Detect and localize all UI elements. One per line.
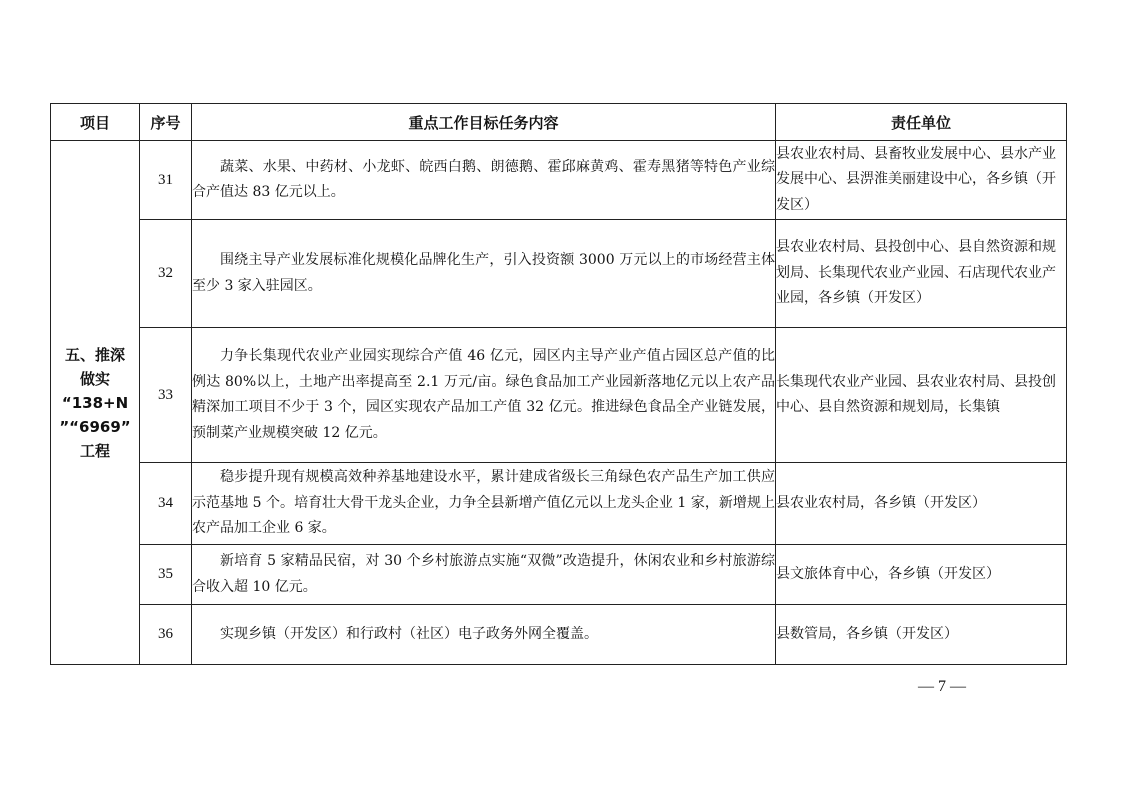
row-task: 蔬菜、水果、中药材、小龙虾、皖西白鹅、朗德鹅、霍邱麻黄鸡、霍寿黑猪等特色产业综合产值达 83 亿元以上。	[192, 141, 776, 220]
row-task: 新培育 5 家精品民宿，对 30 个乡村旅游点实施“双微”改造提升，休闲农业和乡村旅游综合收入超 10 亿元。	[192, 545, 776, 605]
table-row	[51, 328, 1067, 463]
header-unit: 责任单位	[776, 104, 1067, 141]
row-task: 稳步提升现有规模高效种养基地建设水平，累计建成省级长三角绿色农产品生产加工供应示范基地 5 个。培育壮大骨干龙头企业，力争全县新增产值亿元以上龙头企业 1 家，新增规上农产品加工企业 6 家。	[192, 463, 776, 545]
row-unit: 县农业农村局、县投创中心、县自然资源和规划局、长集现代农业产业园、石店现代农业产业园，各乡镇（开发区）	[776, 220, 1067, 328]
page-number: — 7 —	[918, 678, 966, 695]
category-line: 五、推深	[64, 345, 125, 364]
table-row	[51, 141, 1067, 220]
row-task: 围绕主导产业发展标准化规模化品牌化生产，引入投资额 3000 万元以上的市场经营主体至少 3 家入驻园区。	[192, 220, 776, 328]
row-task: 力争长集现代农业产业园实现综合产值 46 亿元，园区内主导产业产值占园区总产值的比例达 80%以上，土地产出率提高至 2.1 万元/亩。绿色食品加工产业园新落地亿元以上农产品精深加工项目不少于 3 个，园区实现农产品加工产值 32 亿元。推进绿色食品全产业链发展，预制菜产业规模突破 12 亿元。	[192, 328, 776, 463]
row-task: 实现乡镇（开发区）和行政村（社区）电子政务外网全覆盖。	[192, 605, 776, 665]
header-seq: 序号	[140, 104, 192, 141]
row-unit: 县农业农村局、县畜牧业发展中心、县水产业发展中心、县淠淮美丽建设中心，各乡镇（开发区）	[776, 141, 1067, 220]
row-unit: 县数管局，各乡镇（开发区）	[776, 605, 1067, 665]
table-row	[51, 220, 1067, 328]
row-unit: 县文旅体育中心，各乡镇（开发区）	[776, 545, 1067, 605]
header-row	[51, 104, 1067, 141]
row-seq: 33	[140, 328, 192, 463]
row-seq: 31	[140, 141, 192, 220]
category-line: “138+N	[61, 393, 129, 412]
task-table	[50, 103, 1067, 665]
header-task: 重点工作目标任务内容	[192, 104, 776, 141]
category-line: 做实	[79, 369, 110, 388]
row-unit: 长集现代农业产业园、县农业农村局、县投创中心、县自然资源和规划局，长集镇	[776, 328, 1067, 463]
table-row	[51, 463, 1067, 545]
row-seq: 32	[140, 220, 192, 328]
row-seq: 36	[140, 605, 192, 665]
header-project: 项目	[51, 104, 140, 141]
row-seq: 34	[140, 463, 192, 545]
row-unit: 县农业农村局，各乡镇（开发区）	[776, 463, 1067, 545]
row-seq: 35	[140, 545, 192, 605]
category-line: ”“6969”	[59, 417, 131, 436]
category-cell	[51, 141, 140, 665]
table-row	[51, 545, 1067, 605]
table-row	[51, 605, 1067, 665]
category-line: 工程	[79, 441, 110, 460]
